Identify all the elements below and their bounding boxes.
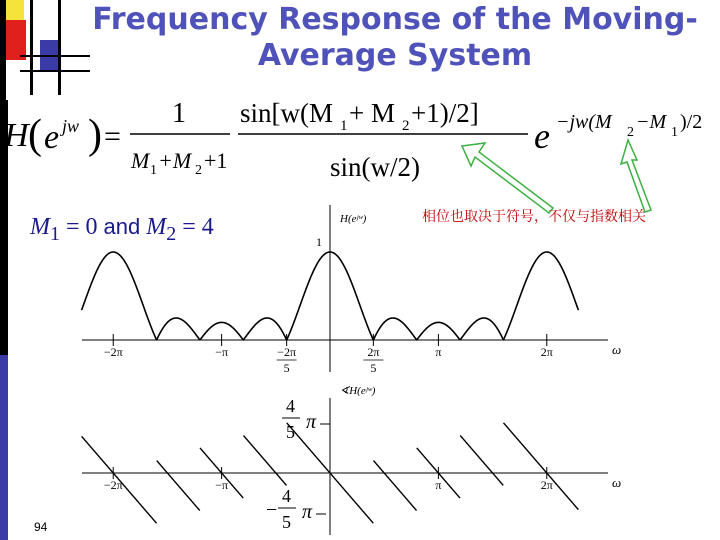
eq-exp-mid: −M bbox=[636, 111, 667, 133]
eq-lhs-exp: jw bbox=[62, 116, 80, 136]
eq-exp-sub2: 2 bbox=[627, 125, 634, 140]
slide-title-line-2: Average System bbox=[257, 38, 533, 73]
magnitude-tick-label: 2π bbox=[540, 345, 553, 359]
phase-tick-label: −π bbox=[215, 478, 229, 492]
eq-frac1-den-m1: M bbox=[131, 148, 150, 173]
magnitude-y-tick-label: 1 bbox=[316, 235, 322, 249]
phase-level-pi: π bbox=[306, 411, 317, 433]
eq-frac1-den-sub2: 2 bbox=[195, 163, 202, 178]
eq-exp-e: e bbox=[534, 116, 550, 156]
magnitude-tick-label: −2π bbox=[277, 345, 297, 359]
magnitude-tick-label: −π bbox=[215, 345, 229, 359]
magnitude-tick-label: 2π bbox=[367, 345, 380, 359]
magnitude-tick-label-den: 5 bbox=[283, 361, 290, 375]
magnitude-tick-label: −2π bbox=[103, 345, 123, 359]
phase-tick-label: 2π bbox=[540, 478, 553, 492]
eq-frac1-num: 1 bbox=[172, 98, 186, 129]
param-m1: M bbox=[30, 214, 50, 240]
eq-exp-sub1: 1 bbox=[671, 125, 678, 140]
param-and: and bbox=[103, 214, 141, 239]
eq-sin-num-tail: +1)/2] bbox=[411, 98, 479, 128]
slide-title-line-1: Frequency Response of the Moving- bbox=[92, 2, 698, 37]
eq-sin-num-sub1: 1 bbox=[340, 118, 348, 134]
param-m1-sub: 1 bbox=[50, 222, 60, 245]
phase-y-label: ∢H(eʲʷ) bbox=[340, 385, 376, 397]
magnitude-x-label: ω bbox=[612, 342, 622, 357]
eq-sin-den: sin(w/2) bbox=[330, 152, 420, 182]
magnitude-tick-label: π bbox=[435, 345, 442, 359]
eq-exp-pre: −jw(M bbox=[556, 111, 612, 133]
eq-frac1-den-tail: +1 bbox=[204, 148, 228, 173]
phase-level-pi: π bbox=[302, 501, 313, 523]
eq-lhs-paren-close: ) bbox=[88, 112, 102, 158]
magnitude-tick-label-den: 5 bbox=[370, 361, 377, 375]
phase-level-num: 4 bbox=[282, 486, 291, 506]
eq-lhs-paren-open: ( bbox=[28, 112, 42, 158]
param-m2-sub: 2 bbox=[166, 222, 177, 245]
phase-level-sign: − bbox=[266, 499, 278, 521]
phase-tick-label: π bbox=[435, 478, 442, 492]
magnitude-plot bbox=[82, 205, 622, 375]
phase-level-den: 5 bbox=[282, 512, 291, 532]
eq-equals: = bbox=[104, 120, 121, 153]
eq-frac1-den-sub1: 1 bbox=[150, 163, 157, 178]
phase-x-label: ω bbox=[612, 475, 622, 490]
eq-exp-tail: )/2 bbox=[680, 111, 703, 133]
param-m1-val: = 0 bbox=[60, 214, 104, 240]
phase-level-num: 4 bbox=[286, 396, 295, 416]
eq-sin-num: sin[w(M bbox=[240, 98, 333, 128]
phase-level-den: 5 bbox=[286, 422, 295, 442]
annotation-note: 相位也取决于符号，不仅与指数相关 bbox=[422, 209, 646, 225]
eq-lhs-e: e bbox=[44, 119, 60, 156]
param-m2-val: = 4 bbox=[176, 214, 214, 240]
eq-frac1-den-plus-m2: +M bbox=[158, 148, 192, 173]
eq-lhs-h: H bbox=[4, 117, 29, 154]
eq-sin-num-sub2: 2 bbox=[402, 118, 410, 134]
magnitude-y-label: H(eʲʷ) bbox=[340, 213, 367, 225]
page-number: 94 bbox=[34, 520, 48, 534]
eq-sin-num-mid: + M bbox=[349, 98, 395, 128]
phase-tick-label: −2π bbox=[103, 478, 123, 492]
param-m2: M bbox=[146, 214, 167, 240]
phase-plot bbox=[82, 385, 622, 535]
